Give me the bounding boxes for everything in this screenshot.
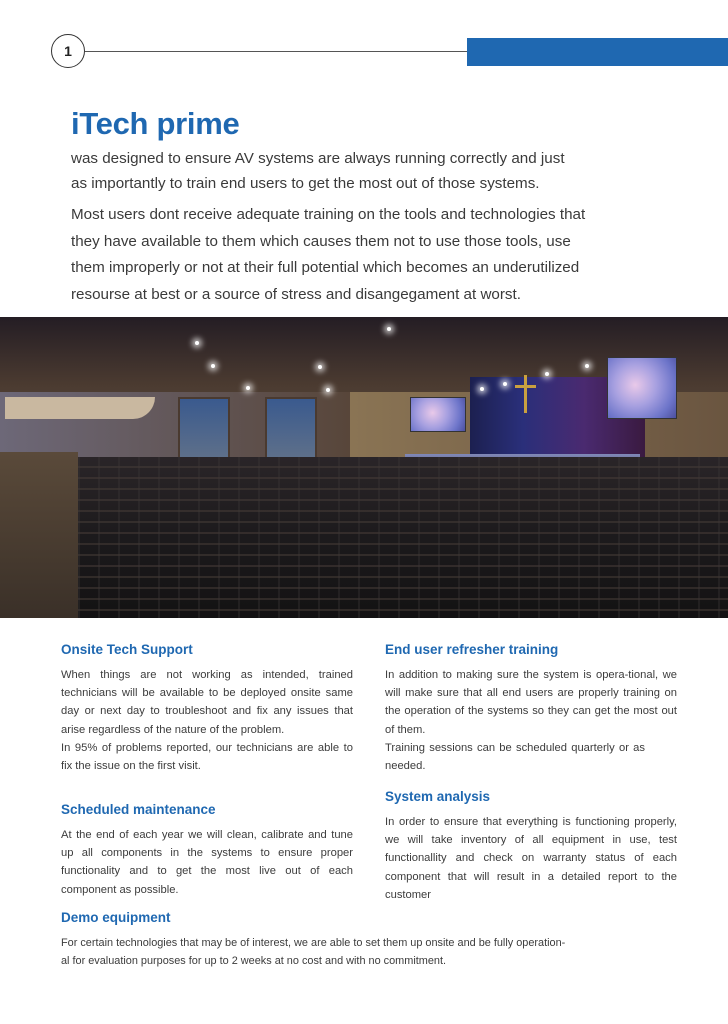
onsite-paragraph: When things are not working as intended, trained technicians will be available to be deployed onsite same day or next day to troubleshoot and fix any issues that arise regardless of the nature of the problem. <box>61 669 353 736</box>
demo-line: al for evaluation purposes for up to 2 weeks at no cost and with no commitment. <box>61 955 447 968</box>
photo-cross <box>524 375 527 413</box>
photo-light <box>211 364 215 368</box>
photo-seat-rows <box>0 457 728 618</box>
photo-light <box>318 365 322 369</box>
page-number: 1 <box>64 43 72 59</box>
photo-projection-screen <box>607 357 677 419</box>
photo-light <box>195 341 199 345</box>
photo-light <box>480 387 484 391</box>
intro-line: was designed to ensure AV systems are always running correctly and just <box>71 150 565 167</box>
paragraph-line: they have available to them which causes them not to use those tools, use <box>71 232 571 250</box>
demo-line: For certain technologies that may be of interest, we are able to set them up onsite and be fully operation- <box>61 937 566 949</box>
refresher-paragraph: Training sessions can be scheduled quarterly or as needed. <box>385 741 645 773</box>
demo-equipment-text <box>61 934 691 970</box>
intro-text <box>71 146 691 196</box>
photo-balcony <box>5 397 155 419</box>
system-analysis-heading: System analysis <box>385 789 491 804</box>
photo-light <box>585 364 589 368</box>
header-divider-line <box>85 51 470 52</box>
onsite-tech-support-heading: Onsite Tech Support <box>61 642 193 657</box>
auditorium-photo <box>0 317 728 618</box>
paragraph-line: resourse at best or a source of stress and disangegament at worst. <box>71 285 521 303</box>
page-title: iTech prime <box>71 106 240 141</box>
photo-light <box>545 372 549 376</box>
paragraph-line: them improperly or not at their full potential which becomes an underutilized <box>71 259 580 276</box>
system-analysis-text <box>385 813 677 904</box>
photo-light <box>503 382 507 386</box>
paragraph-line: Most users dont receive adequate training on the tools and technologies that <box>71 206 586 223</box>
end-user-refresher-text <box>385 666 677 775</box>
photo-light <box>387 327 391 331</box>
photo-podium <box>0 452 78 618</box>
maintenance-paragraph: At the end of each year we will clean, calibrate and tune up all components in the systems to ensure proper functionality and to get the most live out of each component as possible. <box>61 829 353 896</box>
photo-projection-screen <box>410 397 466 432</box>
scheduled-maintenance-text <box>61 826 353 899</box>
onsite-tech-support-text <box>61 666 353 775</box>
demo-equipment-heading: Demo equipment <box>61 910 171 925</box>
photo-cross <box>515 385 536 388</box>
scheduled-maintenance-heading: Scheduled maintenance <box>61 802 216 817</box>
refresher-paragraph: In addition to making sure the system is opera-tional, we will make sure that all end users are properly training on the operation of the systems so they can get the most out of them. <box>385 669 677 736</box>
intro-paragraph <box>71 202 691 308</box>
end-user-refresher-heading: End user refresher training <box>385 642 559 657</box>
onsite-paragraph: In 95% of problems reported, our technicians are able to fix the issue on the first visit. <box>61 741 353 773</box>
page-number-badge <box>51 34 85 68</box>
photo-light <box>246 386 250 390</box>
intro-line: as importantly to train end users to get the most out of those systems. <box>71 175 540 192</box>
header-accent-bar <box>467 38 728 66</box>
photo-light <box>326 388 330 392</box>
analysis-paragraph: In order to ensure that everything is functioning properly, we will take inventory of all equipment in use, test functionallity and check on warranty status of each component that will result in a detailed report to the customer <box>385 816 677 901</box>
